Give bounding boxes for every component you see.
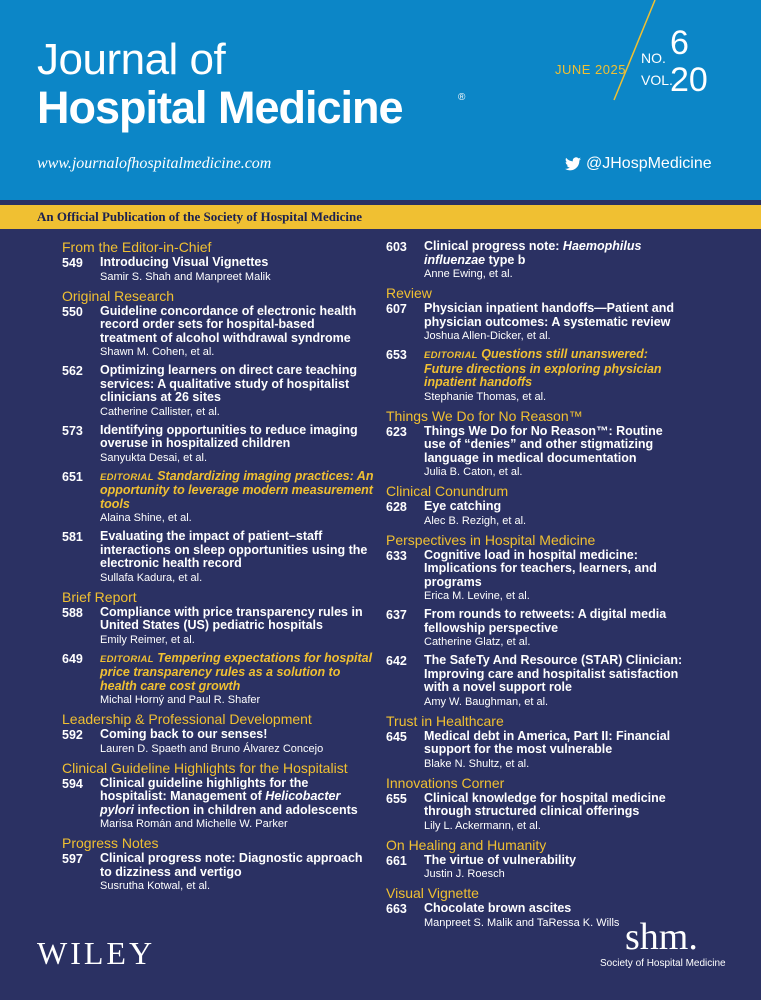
editorial-label: EDITORIAL — [100, 471, 154, 483]
article-title: The virtue of vulnerability — [424, 852, 577, 867]
article-author: Amy W. Baughman, et al. — [424, 695, 549, 708]
article-title — [424, 348, 686, 390]
article-title: Compliance with price transparency rules in United States (US) pediatric hospitals — [100, 604, 363, 632]
volume-label: VOL. — [641, 72, 673, 88]
toc-entry[interactable] — [62, 364, 374, 423]
page-number: 663 — [386, 902, 407, 916]
editorial-title: Standardizing imaging practices: An opportunity to leverage modern measurement tools — [100, 468, 374, 511]
editorial-title: Questions still unanswered: Future directions in exploring physician inpatient handoffs — [424, 347, 662, 389]
page-number: 653 — [386, 348, 407, 362]
cover-header — [0, 0, 761, 200]
page-number: 607 — [386, 302, 407, 316]
article-author: Blake N. Shultz, et al. — [424, 757, 530, 770]
article-author: Stephanie Thomas, et al. — [424, 390, 547, 403]
issue-date: JUNE 2025 — [555, 62, 626, 77]
page-number: 661 — [386, 853, 407, 868]
title-species-italic: Helicobacter pylori — [100, 789, 341, 817]
toc-entry[interactable] — [386, 792, 686, 837]
issue-number: 6 — [670, 24, 689, 62]
page-number: 594 — [62, 776, 83, 791]
article-author: Alec B. Rezigh, et al. — [424, 514, 527, 527]
issue-number-label: NO. — [641, 50, 666, 66]
article-title: Cognitive load in hospital medicine: Implications for teachers, learners, and programs — [424, 547, 657, 589]
article-title: Evaluating the impact of patient–staff interactions on sleep opportunities using the electronic health record — [100, 529, 368, 570]
article-author: Lily L. Ackermann, et al. — [424, 819, 541, 832]
volume-number: 20 — [670, 61, 708, 99]
toc-entry[interactable] — [386, 608, 686, 653]
article-author: Justin J. Roesch — [424, 868, 505, 880]
article-author: Catherine Callister, et al. — [100, 405, 220, 418]
section-heading: On Healing and Humanity — [386, 836, 547, 853]
article-title — [100, 652, 374, 694]
toc-entry[interactable] — [62, 777, 374, 836]
toc-entry[interactable] — [62, 606, 374, 651]
page-number: 562 — [62, 364, 83, 378]
section-heading: Brief Report — [62, 588, 137, 605]
toc-entry[interactable] — [62, 305, 374, 364]
toc-entry[interactable] — [62, 424, 374, 469]
page-number: 592 — [62, 728, 83, 742]
title-part: infection in children and adolescents — [134, 802, 358, 817]
article-title: Coming back to our senses! — [100, 727, 268, 741]
page-number: 549 — [62, 256, 83, 270]
toc-right-column — [386, 239, 686, 934]
article-author: Marisa Román and Michelle W. Parker — [100, 818, 288, 830]
title-part: Clinical guideline highlights for the hospitalist: Management of — [100, 775, 309, 803]
journal-title-line1: Journal of — [37, 35, 226, 84]
page-number: 628 — [386, 500, 407, 514]
toc-entry[interactable] — [62, 530, 374, 589]
article-title — [100, 470, 374, 512]
article-author: Joshua Allen-Dicker, et al. — [424, 330, 551, 342]
article-title: Guideline concordance of electronic health record order sets for hospital-based treatment of alcohol withdrawal syndrome — [100, 303, 357, 345]
article-author: Anne Ewing, et al. — [424, 268, 513, 280]
article-title: Physician inpatient handoffs—Patient and physician outcomes: A systematic review — [424, 301, 675, 329]
article-title: Identifying opportunities to reduce imaging overuse in hospitalized children — [100, 422, 358, 450]
page-number: 603 — [386, 240, 407, 254]
page-number: 637 — [386, 608, 407, 622]
article-title: From rounds to retweets: A digital media fellowship perspective — [424, 607, 667, 635]
twitter-handle-text: @JHospMedicine — [586, 155, 712, 172]
page-number: 651 — [62, 469, 83, 484]
toc-entry[interactable] — [62, 852, 374, 897]
section-heading: Perspectives in Hospital Medicine — [386, 531, 596, 548]
page-number: 623 — [386, 424, 407, 439]
page-number: 597 — [62, 852, 83, 866]
article-author: Sanyukta Desai, et al. — [100, 451, 208, 464]
section-heading: Leadership & Professional Development — [62, 711, 312, 727]
section-heading: Trust in Healthcare — [386, 712, 504, 729]
page-number: 649 — [62, 651, 83, 666]
toc-left-column — [62, 239, 374, 897]
page-number: 655 — [386, 791, 407, 806]
section-heading: Clinical Guideline Highlights for the Hospitalist — [62, 759, 348, 776]
twitter-handle[interactable] — [565, 155, 712, 173]
section-heading: Original Research — [62, 287, 175, 304]
title-part: Clinical progress note: — [424, 239, 563, 253]
section-heading: Innovations Corner — [386, 774, 505, 791]
toc-entry[interactable] — [386, 240, 686, 285]
journal-title-line2: Hospital Medicine — [37, 82, 403, 133]
article-title: Clinical progress note: Diagnostic approach to dizziness and vertigo — [100, 851, 363, 879]
article-author: Emily Reimer, et al. — [100, 633, 195, 646]
article-author: Erica M. Levine, et al. — [424, 590, 530, 602]
toc-entry[interactable] — [386, 549, 686, 608]
article-author: Samir S. Shah and Manpreet Malik — [100, 270, 271, 283]
article-author: Shawn M. Cohen, et al. — [100, 346, 215, 358]
article-title: Clinical knowledge for hospital medicine through structured clinical offerings — [424, 790, 666, 818]
registered-mark: ® — [458, 92, 466, 103]
tagline: An Official Publication of the Society of Hospital Medicine — [37, 209, 362, 224]
section-heading: Progress Notes — [62, 835, 159, 851]
wiley-logo: WILEY — [37, 935, 156, 971]
page-number: 633 — [386, 548, 407, 563]
editorial-title: Tempering expectations for hospital price transparency rules as a solution to health care cost growth — [100, 650, 373, 693]
section-heading: Visual Vignette — [386, 885, 479, 901]
toc-entry[interactable] — [386, 854, 686, 886]
toc-entry[interactable] — [386, 654, 686, 713]
page-number: 550 — [62, 304, 83, 319]
section-heading: Clinical Conundrum — [386, 483, 509, 499]
toc-entry[interactable] — [62, 728, 374, 760]
article-author: Lauren D. Spaeth and Bruno Álvarez Concejo — [100, 742, 324, 755]
tagline-bar — [0, 205, 761, 229]
editorial-label: EDITORIAL — [100, 653, 154, 665]
twitter-bird-icon — [565, 157, 581, 171]
article-author: Catherine Glatz, et al. — [424, 636, 531, 648]
page-number: 588 — [62, 605, 83, 620]
website-link[interactable]: www.journalofhospitalmedicine.com — [37, 155, 272, 172]
page-number: 645 — [386, 729, 407, 744]
article-title: Medical debt in America, Part II: Financial support for the most vulnerable — [424, 728, 671, 756]
section-heading: From the Editor-in-Chief — [62, 239, 212, 255]
article-author: Susrutha Kotwal, et al. — [100, 880, 211, 892]
toc-entry[interactable] — [386, 302, 686, 347]
toc-entry[interactable] — [62, 470, 374, 530]
article-title: Eye catching — [424, 499, 502, 513]
toc-entry[interactable] — [386, 348, 686, 408]
toc-entry[interactable] — [62, 652, 374, 712]
article-title: The SafeTy And Resource (STAR) Clinician: Improving care and hospitalist satisfaction with a novel support role — [424, 653, 683, 694]
article-author: Alaina Shine, et al. — [100, 512, 192, 524]
section-heading: Things We Do for No Reason™ — [386, 407, 583, 424]
shm-name: Society of Hospital Medicine — [600, 958, 726, 969]
page-number: 573 — [62, 423, 83, 438]
article-author: Michal Horný and Paul R. Shafer — [100, 694, 261, 706]
toc-entry[interactable] — [62, 256, 374, 288]
title-part: type b — [485, 252, 526, 267]
page-number: 642 — [386, 654, 407, 668]
article-title: Things We Do for No Reason™: Routine use of “denies” and other stigmatizing language in medical documentation — [424, 423, 663, 465]
toc-entry[interactable] — [386, 730, 686, 775]
article-title: Introducing Visual Vignettes — [100, 255, 269, 269]
article-title — [424, 240, 686, 267]
article-author: Manpreet S. Malik and TaRessa K. Wills — [424, 916, 620, 929]
article-title: Chocolate brown ascites — [424, 901, 572, 915]
article-title: Optimizing learners on direct care teaching services: A qualitative study of hospitalist clinicians at 26 sites — [100, 363, 358, 404]
editorial-label: EDITORIAL — [424, 350, 478, 361]
section-heading: Review — [386, 285, 432, 301]
article-author: Julia B. Caton, et al. — [424, 466, 523, 478]
page-number: 581 — [62, 530, 83, 544]
article-author: Sullafa Kadura, et al. — [100, 571, 203, 584]
article-title — [100, 777, 374, 818]
shm-logo: shm. — [625, 916, 698, 958]
title-species-italic: Haemophilus influenzae — [424, 239, 642, 267]
toc-entry[interactable] — [386, 500, 686, 532]
toc-entry[interactable] — [386, 425, 686, 484]
